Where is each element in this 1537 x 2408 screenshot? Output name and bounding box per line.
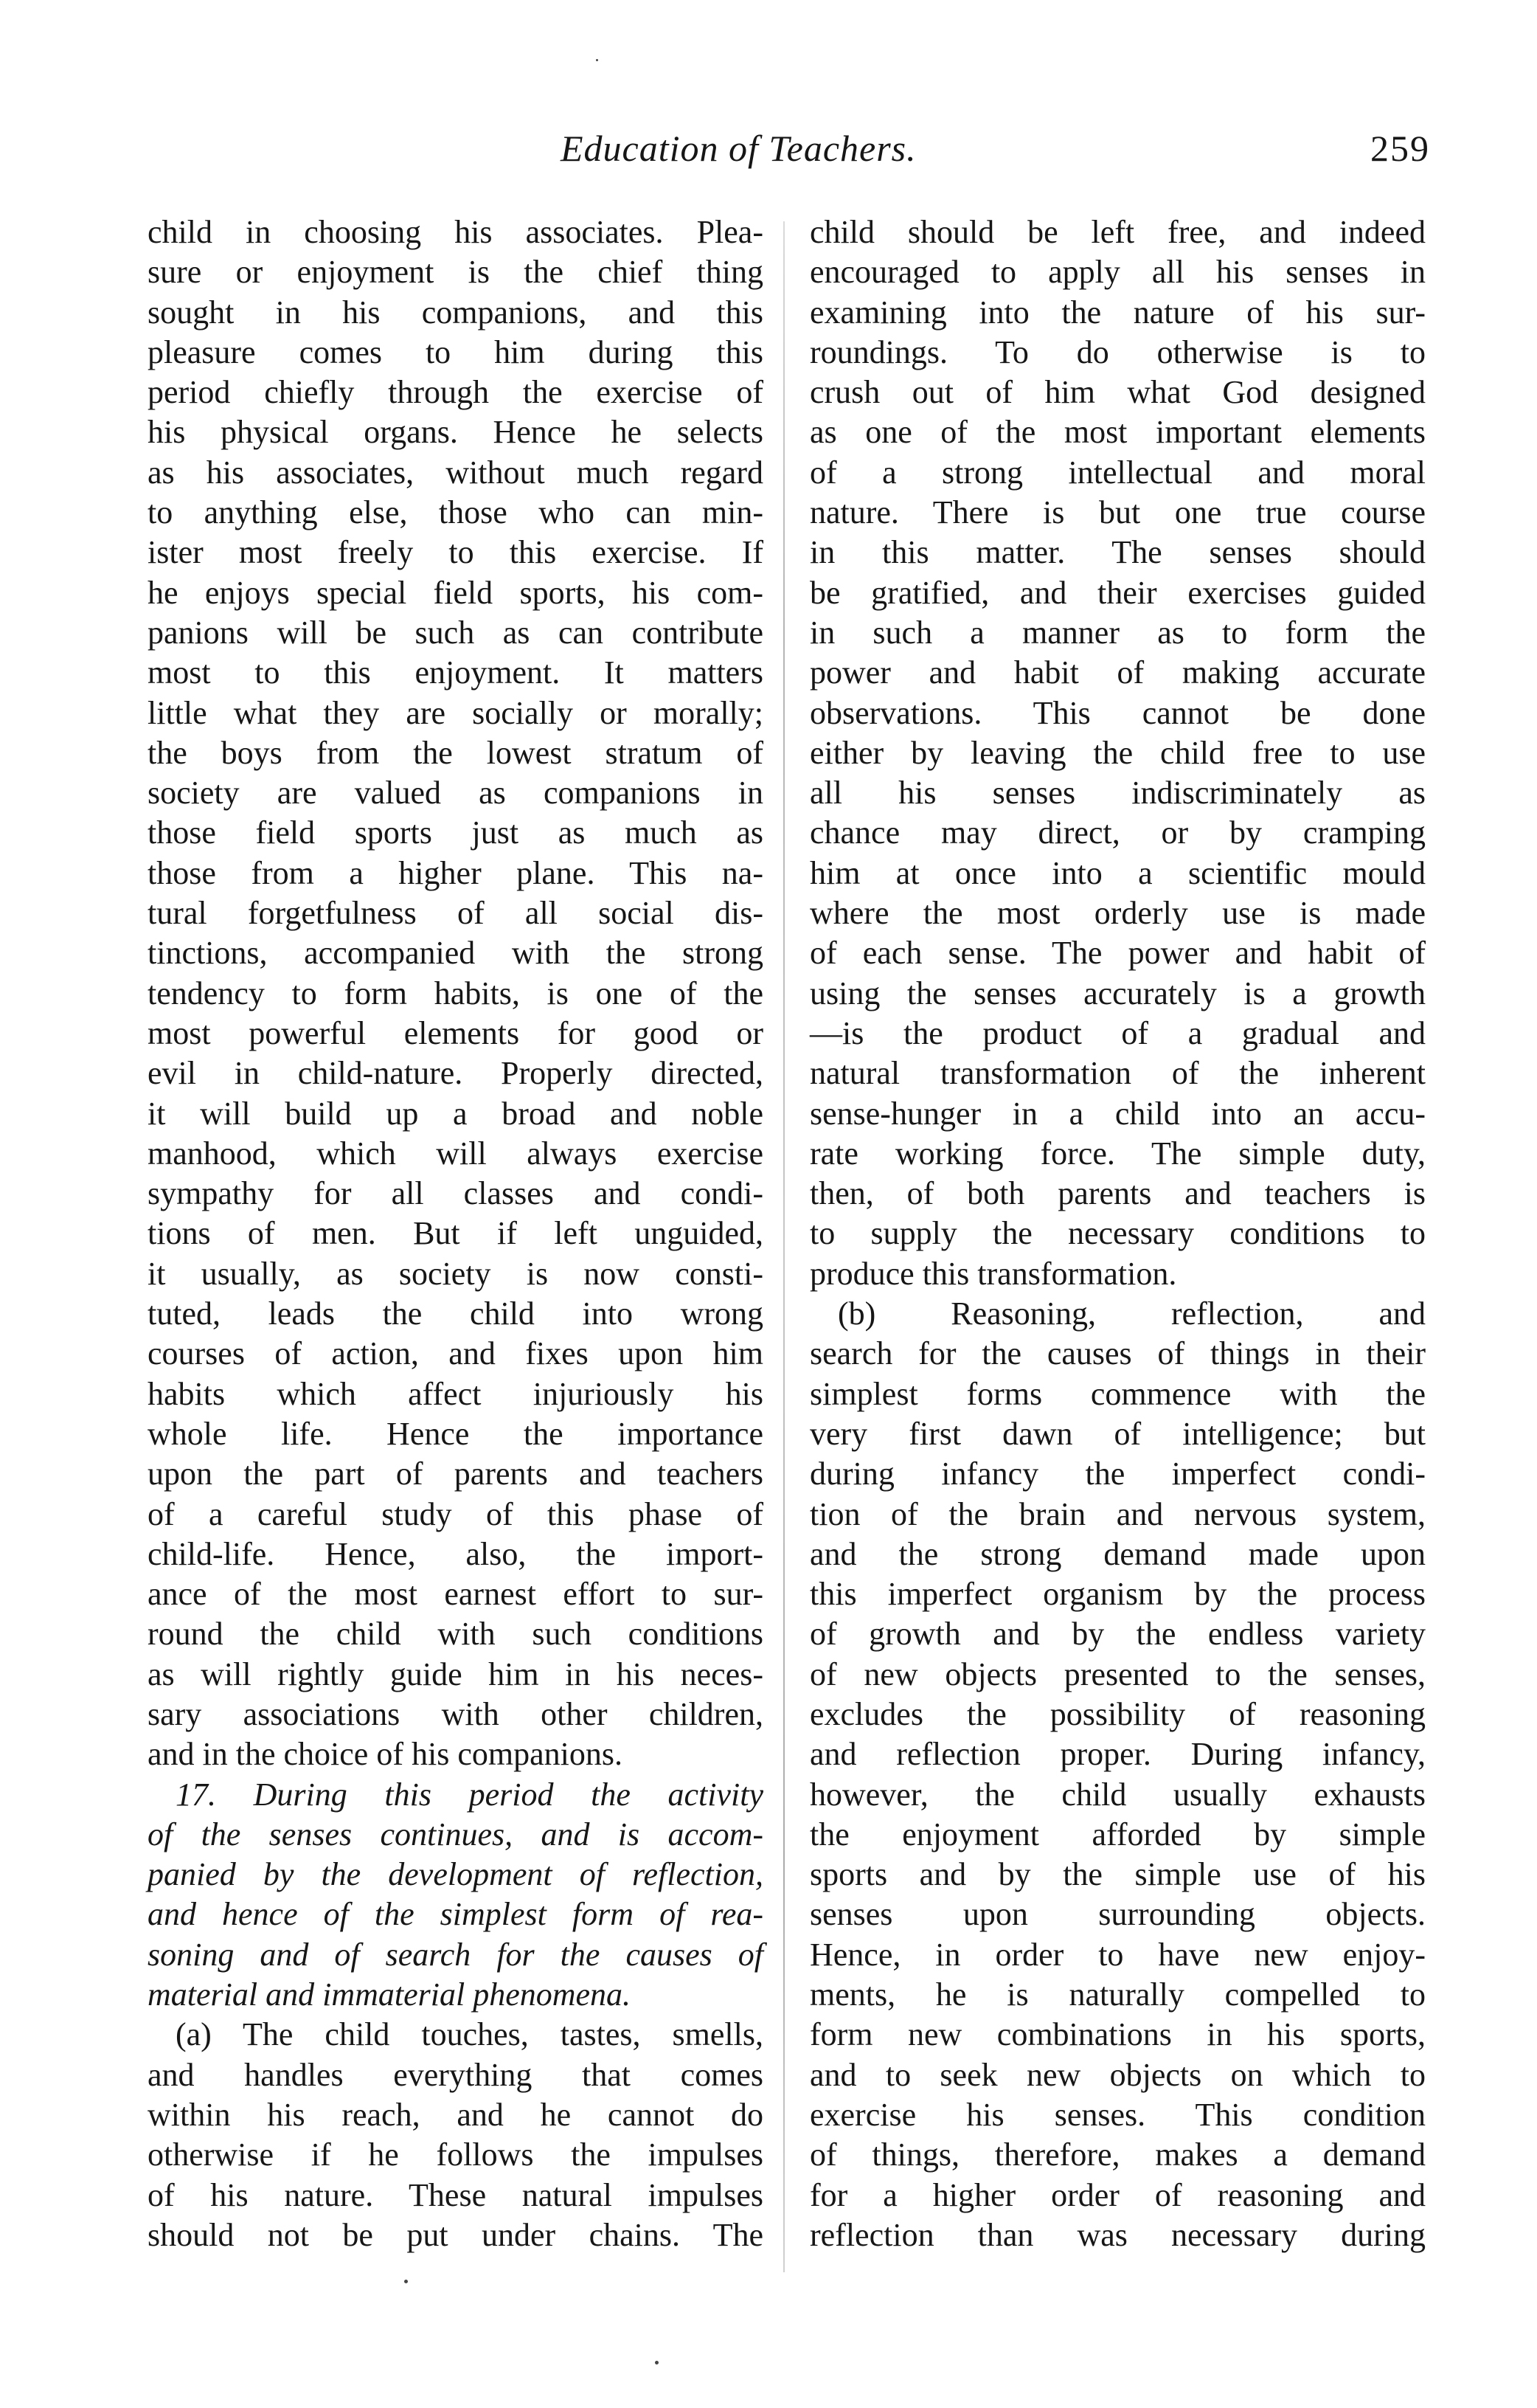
text-line: chance may direct, or by cramping [810,814,1426,851]
text-line: using the senses accurately is a growth [810,975,1426,1011]
text-line: roundings. To do otherwise is to [810,333,1426,370]
text-line: most powerful elements for good or [148,1014,763,1051]
text-line: it will build up a broad and noble [148,1095,763,1132]
text-line: nature. There is but one true course [810,494,1426,531]
text-line: this imperfect organism by the process [810,1576,1426,1613]
print-speck [596,59,598,61]
text-line: pleasure comes to him during this [148,333,763,370]
left-column [148,212,763,2255]
text-line: —is the product of a gradual and [810,1014,1426,1051]
text-line: in such a manner as to form the [810,614,1426,651]
text-line: all his senses indiscriminately as [810,775,1426,812]
text-line: encouraged to apply all his senses in [810,254,1426,291]
text-line: for a higher order of reasoning and [810,2176,1426,2213]
text-line: Hence, in order to have new enjoy- [810,1936,1426,1973]
text-line: form new combinations in his sports, [810,2016,1426,2053]
text-line: and the strong demand made upon [810,1535,1426,1572]
text-line: upon the part of parents and teachers [148,1456,763,1492]
text-line: senses upon surrounding objects. [810,1896,1426,1933]
text-line: of each sense. The power and habit of [810,935,1426,972]
text-line: sports and by the simple use of his [810,1856,1426,1893]
section-heading-line: and hence of the simplest form of rea- [148,1896,763,1933]
section-heading-line: 17. During this period the activity [176,1776,763,1813]
text-line: as one of the most important elements [810,414,1426,451]
text-line: during infancy the imperfect condi- [810,1456,1426,1492]
print-speck [655,2361,659,2364]
text-line: tion of the brain and nervous system, [810,1495,1426,1532]
text-line: tuted, leads the child into wrong [148,1295,763,1332]
text-line: manhood, which will always exercise [148,1135,763,1172]
text-line: of a strong intellectual and moral [810,454,1426,491]
text-line: most to this enjoyment. It matters [148,654,763,691]
text-line: reflection than was necessary during [810,2216,1426,2253]
text-line: to supply the necessary conditions to [810,1215,1426,1252]
text-line: of growth and by the endless variety [810,1616,1426,1653]
text-line: period chiefly through the exercise of [148,374,763,411]
section-heading-line: of the senses continues, and is accom- [148,1816,763,1852]
text-line: ments, he is naturally compelled to [810,1976,1426,2013]
page-number: 259 [1370,128,1430,169]
text-line: he enjoys special field sports, his com- [148,574,763,611]
text-line: those from a higher plane. This na- [148,854,763,891]
text-line: child in choosing his associates. Plea- [148,214,763,250]
column-divider [783,221,785,2272]
text-line: tural forgetfulness of all social dis- [148,895,763,932]
text-line: tendency to form habits, is one of the [148,975,763,1011]
text-line: as will rightly guide him in his neces- [148,1656,763,1692]
text-line: produce this transformation. [810,1255,1177,1292]
text-line: sure or enjoyment is the chief thing [148,254,763,291]
text-line: whole life. Hence the importance [148,1415,763,1452]
text-line: child should be left free, and indeed [810,214,1426,250]
text-line: it usually, as society is now consti- [148,1255,763,1292]
text-line: as his associates, without much regard [148,454,763,491]
text-line: society are valued as companions in [148,775,763,812]
text-line: sense-hunger in a child into an accu- [810,1095,1426,1132]
text-line: exercise his senses. This condition [810,2096,1426,2133]
running-title: Education of Teachers. [561,128,917,169]
section-heading-line: soning and of search for the causes of [148,1936,763,1973]
text-line: within his reach, and he cannot do [148,2096,763,2133]
text-line: child-life. Hence, also, the import- [148,1535,763,1572]
text-line: panions will be such as can contribute [148,614,763,651]
text-line: the enjoyment afforded by simple [810,1816,1426,1852]
text-line: power and habit of making accurate [810,654,1426,691]
text-line: and reflection proper. During infancy, [810,1736,1426,1773]
text-line: then, of both parents and teachers is [810,1175,1426,1212]
text-line: his physical organs. Hence he selects [148,414,763,451]
section-heading-line: material and immaterial phenomena. [148,1976,631,2013]
text-line: otherwise if he follows the impulses [148,2137,763,2173]
section-heading-line: panied by the development of reflection, [148,1856,763,1893]
print-speck [404,2280,408,2283]
text-line: either by leaving the child free to use [810,734,1426,771]
text-line: him at once into a scientific mould [810,854,1426,891]
text-line: rate working force. The simple duty, [810,1135,1426,1172]
text-line: examining into the nature of his sur- [810,294,1426,331]
text-line: (a) The child touches, tastes, smells, [176,2016,763,2053]
text-line: however, the child usually exhausts [810,1776,1426,1813]
text-line: of his nature. These natural impulses [148,2176,763,2213]
text-line: of new objects presented to the senses, [810,1656,1426,1692]
text-line: search for the causes of things in their [810,1335,1426,1372]
text-line: sought in his companions, and this [148,294,763,331]
text-line: tions of men. But if left unguided, [148,1215,763,1252]
text-line: and to seek new objects on which to [810,2056,1426,2093]
text-line: those field sports just as much as [148,814,763,851]
text-line: very first dawn of intelligence; but [810,1415,1426,1452]
text-line: the boys from the lowest stratum of [148,734,763,771]
text-line: in this matter. The senses should [810,534,1426,571]
text-line: courses of action, and fixes upon him [148,1335,763,1372]
right-column [810,212,1426,2255]
text-line: habits which affect injuriously his [148,1375,763,1412]
text-line: should not be put under chains. The [148,2216,763,2253]
text-line: where the most orderly use is made [810,895,1426,932]
text-line: natural transformation of the inherent [810,1055,1426,1092]
text-line: be gratified, and their exercises guided [810,574,1426,611]
text-line: ance of the most earnest effort to sur- [148,1576,763,1613]
text-line: tinctions, accompanied with the strong [148,935,763,972]
text-line: sympathy for all classes and condi- [148,1175,763,1212]
text-line: and in the choice of his companions. [148,1736,622,1773]
text-line: ister most freely to this exercise. If [148,534,763,571]
text-line: crush out of him what God designed [810,374,1426,411]
text-line: little what they are socially or morally; [148,694,763,731]
text-line: of a careful study of this phase of [148,1495,763,1532]
text-line: evil in child-nature. Properly directed, [148,1055,763,1092]
text-line: sary associations with other children, [148,1695,763,1732]
text-line: to anything else, those who can min- [148,494,763,531]
text-line: simplest forms commence with the [810,1375,1426,1412]
text-line: of things, therefore, makes a demand [810,2137,1426,2173]
text-line: observations. This cannot be done [810,694,1426,731]
text-line: excludes the possibility of reasoning [810,1695,1426,1732]
text-line: round the child with such conditions [148,1616,763,1653]
text-line: and handles everything that comes [148,2056,763,2093]
text-line: (b) Reasoning, reflection, and [838,1295,1426,1332]
